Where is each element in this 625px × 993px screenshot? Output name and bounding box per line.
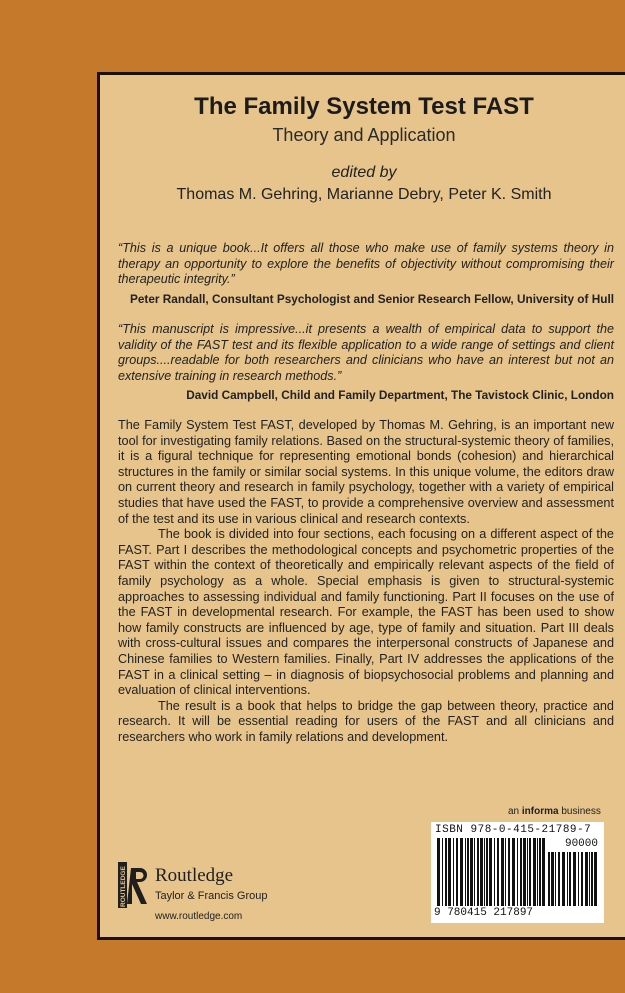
description-paragraph-1: The Family System Test FAST, developed by Thomas M. Gehring, is an important new tool for investigating family relations. Based on the structural-systemic theory of families, it is a figural technique for representing emotional bonds (cohesion) and hierarchical structures in the family or similar social systems. In this unique volume, the editors draw on current theory and research in family psychology, together with a variety of empirical studies that have used the FAST, to provide a comprehensive overview and assessment of the test and its use in various clinical and research contexts.: [118, 418, 614, 526]
price-code: 90000: [564, 838, 598, 850]
description-paragraph-2: The book is divided into four sections, each focusing on a different aspect of the FAST. Part I describes the methodological concepts and psychometric properties of the FAST within the context of theoretically and empirically relevant aspects of the field of family psychology as a whole. Special emphasis is given to structural-systemic approaches to assessing individual and family functioning. Part II focuses on the use of the FAST in developmental research. For example, the FAST has been used to show how family constructs are influenced by age, type of family and situation. Part III deals with cross-cultural issues and compares the interpersonal constructs of Japanese and Chinese families to Western families. Finally, Part IV addresses the applications of the FAST in a clinical setting – in diagnosis of biopsychosocial problems and planning and evaluation of clinical interventions.: [118, 527, 614, 698]
ean-barcode-bars: [437, 838, 547, 906]
publisher-website: www.routledge.com: [155, 911, 243, 922]
price-barcode-bars: [548, 852, 598, 906]
informa-business-label: an informa business: [508, 806, 601, 817]
review-attribution-2: David Campbell, Child and Family Department, The Tavistock Clinic, London: [186, 388, 614, 402]
back-cover-panel: [97, 72, 625, 940]
isbn-number: ISBN 978-0-415-21789-7: [435, 824, 592, 836]
book-subtitle: Theory and Application: [272, 125, 456, 145]
editors-list: Thomas M. Gehring, Marianne Debry, Peter K. Smith: [176, 186, 552, 203]
svg-text:ROUTLEDGE: ROUTLEDGE: [120, 866, 127, 907]
book-title: The Family System Test FAST: [194, 93, 534, 120]
ean-number: 9 780415 217897: [434, 907, 534, 919]
book-description: [118, 418, 614, 745]
review-attribution-1: Peter Randall, Consultant Psychologist and Senior Research Fellow, University of Hull: [130, 292, 614, 306]
review-quote-1: “This is a unique book...It offers all those who make use of family systems theory in therapy an opportunity to explore the benefits of objectivity without compromising their therapeutic integrity.”: [118, 241, 614, 286]
publisher-group: Taylor & Francis Group: [155, 890, 268, 902]
isbn-barcode: [431, 822, 604, 923]
publisher-name: Routledge: [155, 865, 234, 886]
description-paragraph-3: The result is a book that helps to bridge the gap between theory, practice and research. It will be essential reading for users of the FAST and all clinicians and researchers who work in family relations and development.: [118, 698, 614, 744]
review-quote-2: “This manuscript is impressive...it presents a wealth of empirical data to support the validity of the FAST test and its flexible application to a wide range of settings and client groups....readable for both researchers and clinicians who have an interest but not an extensive training in research methods.”: [118, 322, 614, 383]
routledge-logo-icon: [118, 862, 152, 908]
edited-by-label: edited by: [331, 164, 397, 181]
